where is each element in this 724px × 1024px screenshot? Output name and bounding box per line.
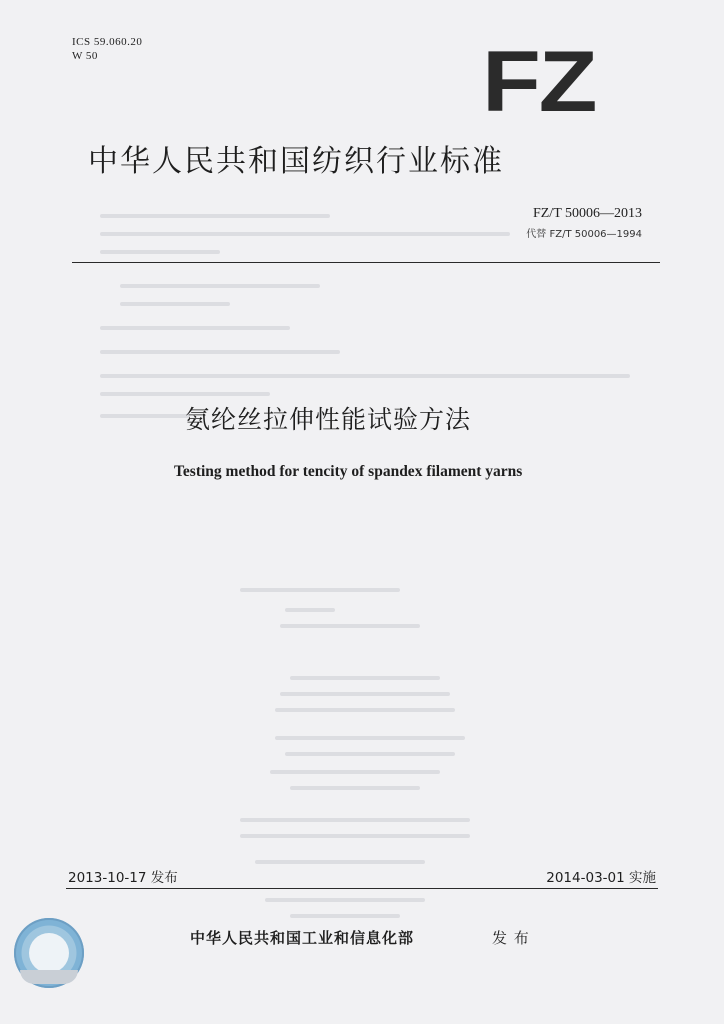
ics-code: ICS 59.060.20 [72,36,143,48]
english-title: Testing method for tencity of spandex filament yarns [174,463,523,480]
header-divider [72,262,660,263]
fz-logo: FZ [482,34,596,130]
seal-emblem-icon [29,933,69,973]
chinese-title: 氨纶丝拉伸性能试验方法 [185,405,472,434]
footer-divider [66,888,658,889]
organization-title: 中华人民共和国纺织行业标准 [88,144,504,179]
issue-label: 发 布 [492,929,530,947]
anti-counterfeit-seal-icon [14,918,84,988]
seal-band [20,970,78,984]
issuing-authority: 中华人民共和国工业和信息化部 [190,929,415,947]
implementation-date: 2014-03-01 实施 [546,870,656,886]
replaces-standard: 代替 FZ/T 50006—1994 [526,229,642,240]
issue-date: 2013-10-17 发布 [68,870,178,886]
standard-number: FZ/T 50006—2013 [532,206,642,221]
ccs-code: W 50 [72,50,98,62]
